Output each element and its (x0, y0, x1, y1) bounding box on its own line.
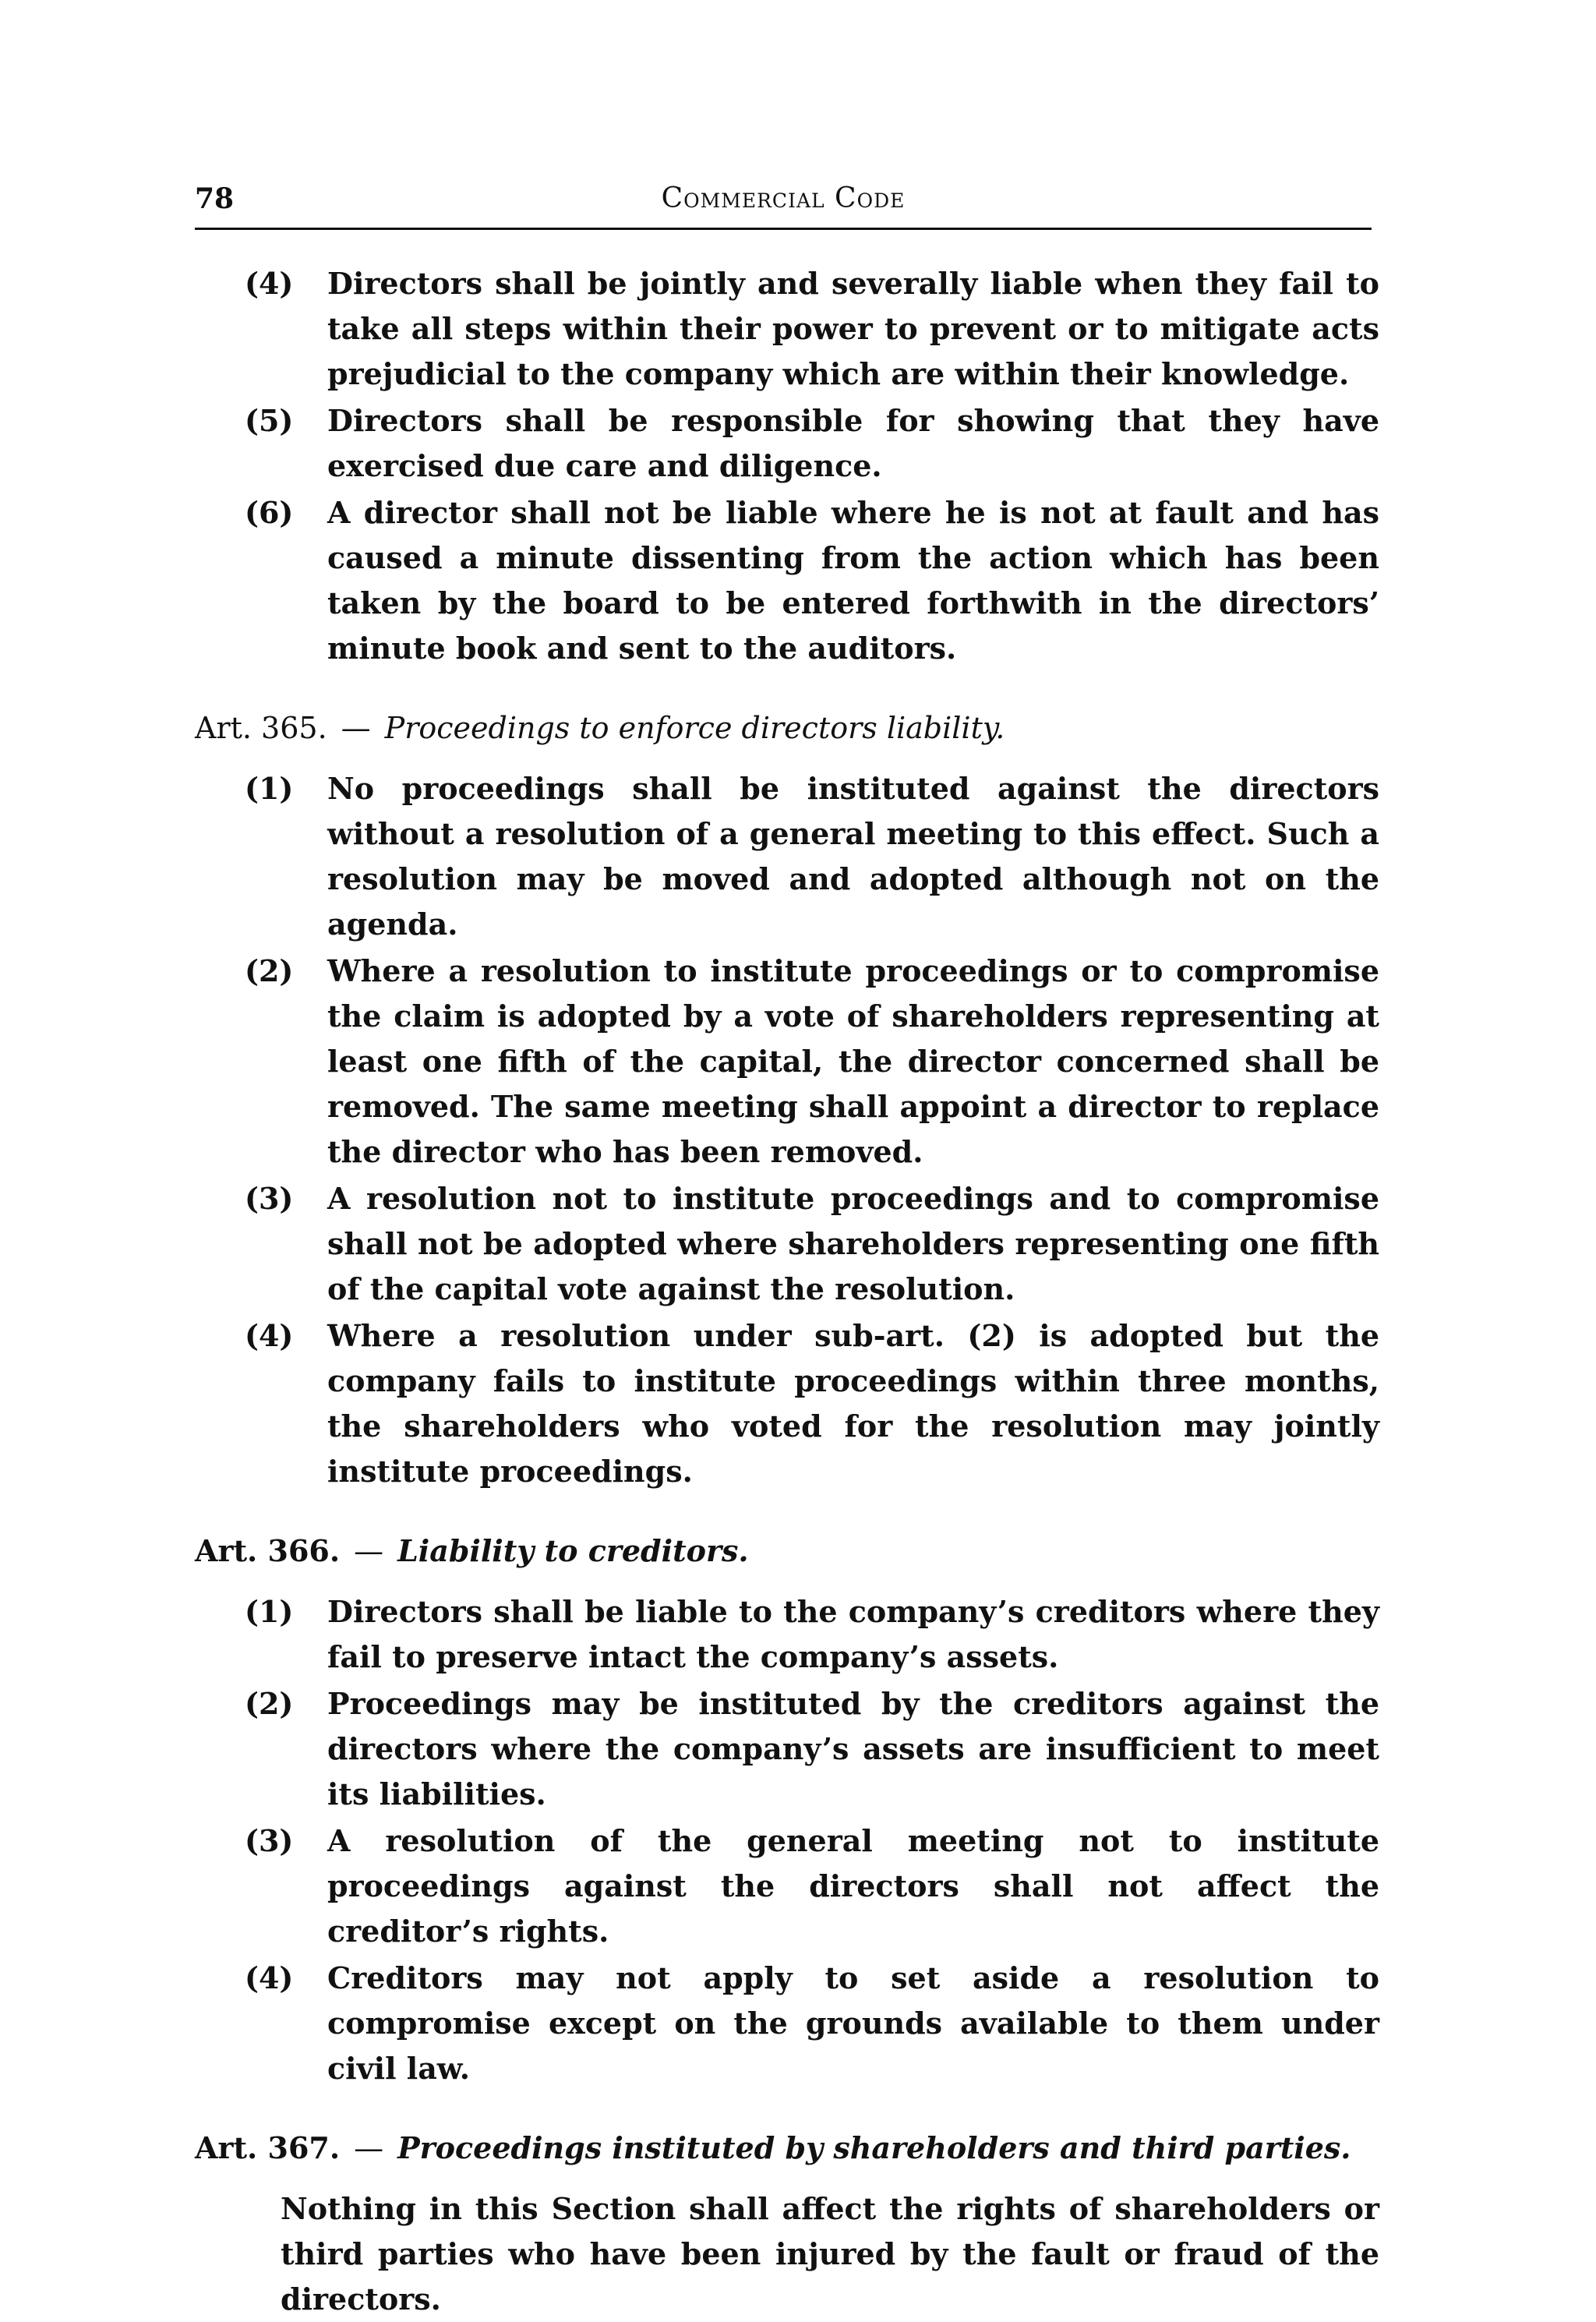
clause (195, 1176, 1379, 1312)
page-number: 78 (195, 182, 235, 215)
clause-number: (1) (245, 1594, 294, 1629)
clause-text: A director shall not be liable where he is not at fault and has caused a minute dissenting from the action which has been taken by the board to be entered forthwith in the directors’ minute book and sent to the auditors. (327, 495, 1379, 666)
clause-text: Directors shall be jointly and severally liable when they fail to take all steps within their power to prevent or to mitigate acts prejudicial to the company which are within their knowledge. (327, 266, 1379, 391)
article-title: Proceedings to enforce directors liability. (384, 711, 1005, 745)
clause-number: (4) (245, 1960, 294, 1995)
clause-number: (4) (245, 266, 294, 301)
clause-number: (1) (245, 771, 294, 806)
clause (195, 1818, 1379, 1954)
article-dash: — (341, 711, 371, 745)
header-rule (195, 228, 1372, 230)
clause-number: (3) (245, 1823, 294, 1858)
clause (195, 261, 1379, 397)
article-dash: — (354, 2131, 384, 2165)
clause (195, 398, 1379, 489)
document-body (195, 261, 1379, 2322)
clause-text: Directors shall be liable to the company’s creditors where they fail to preserve intact the company’s assets. (327, 1594, 1379, 1674)
clause-text: No proceedings shall be instituted against the directors without a resolution of a general meeting to this effect. Such a resolution may be moved and adopted although not on the agenda. (327, 771, 1379, 942)
article-title: Liability to creditors. (397, 1533, 749, 1568)
clause-text: Proceedings may be instituted by the creditors against the directors where the company’s assets are insufficient to meet its liabilities. (327, 1686, 1379, 1811)
article-heading-367 (195, 2126, 1379, 2171)
clause-text: Where a resolution to institute proceedings or to compromise the claim is adopted by a vote of shareholders representing at least one fifth of the capital, the director concerned shall be removed. The same meeting shall appoint a director to replace the director who has been removed. (327, 953, 1379, 1169)
article-heading-366 (195, 1529, 1379, 1574)
clause (195, 1589, 1379, 1680)
clause (195, 949, 1379, 1175)
clause-number: (2) (245, 953, 294, 988)
running-title: Commercial Code (661, 182, 906, 214)
article-title: Proceedings instituted by shareholders and third parties. (397, 2130, 1351, 2165)
clause (195, 1956, 1379, 2091)
clause-number: (6) (245, 495, 294, 530)
article-paragraph: Nothing in this Section shall affect the rights of shareholders or third parties who have been injured by the fault or fraud of the directors. (281, 2191, 1379, 2317)
clause-text: Where a resolution under sub-art. (2) is adopted but the company fails to institute proceedings within three months, the shareholders who voted for the resolution may jointly institute proceedings. (327, 1318, 1379, 1489)
clause-number: (3) (245, 1181, 294, 1216)
clause-text: A resolution of the general meeting not to institute proceedings against the directors shall not affect the creditor’s rights. (327, 1823, 1379, 1949)
clause-text: Directors shall be responsible for showing that they have exercised due care and diligence. (327, 403, 1379, 483)
clause-number: (4) (245, 1318, 294, 1353)
article-heading-365 (195, 705, 1379, 751)
clause (195, 766, 1379, 947)
clause (195, 1313, 1379, 1494)
clause-number: (2) (245, 1686, 294, 1721)
clause-text: Creditors may not apply to set aside a resolution to compromise except on the grounds available to them under civil law. (327, 1960, 1379, 2086)
clause (195, 1681, 1379, 1817)
article-number: Art. 365. (195, 711, 327, 745)
clause-text: A resolution not to institute proceedings and to compromise shall not be adopted where shareholders representing one fifth of the capital vote against the resolution. (327, 1181, 1379, 1306)
article-number: Art. 366. (195, 1533, 341, 1568)
article-number: Art. 367. (195, 2130, 341, 2165)
article-dash: — (354, 1534, 384, 1568)
clause-number: (5) (245, 403, 294, 438)
clause (195, 490, 1379, 671)
